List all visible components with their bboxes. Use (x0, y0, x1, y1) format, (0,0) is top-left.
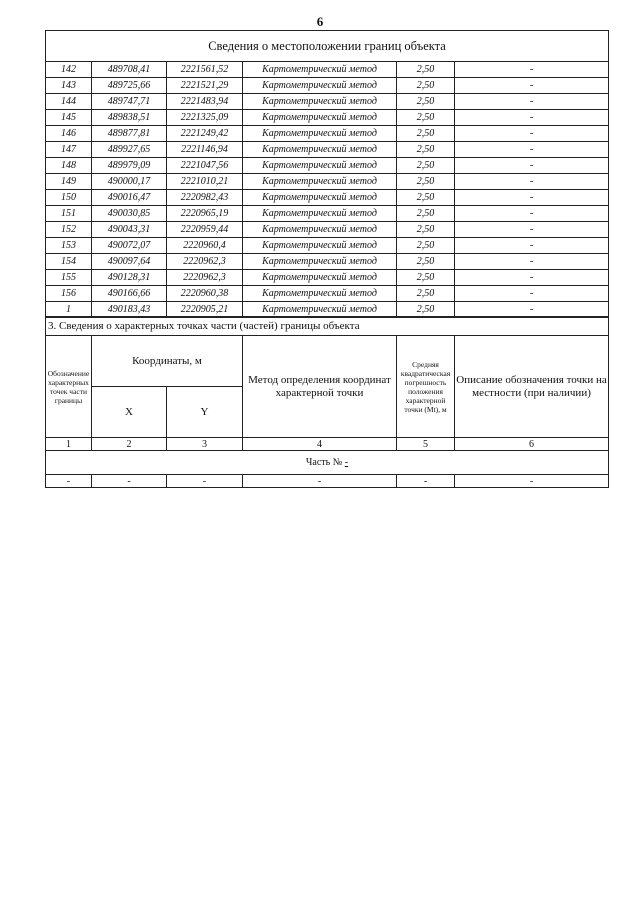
coord-y: 2220962,3 (167, 254, 243, 270)
mt-value: 2,50 (397, 302, 455, 318)
mt-value: 2,50 (397, 126, 455, 142)
table-row (46, 62, 609, 78)
point-number: 1 (46, 302, 92, 318)
section-title: Сведения о местоположении границ объекта (46, 31, 609, 62)
table-row (46, 142, 609, 158)
coord-x: 489927,65 (92, 142, 167, 158)
column-number: 1 (46, 438, 92, 451)
table-row (46, 222, 609, 238)
header-x: X (92, 387, 167, 438)
coord-y: 2221146,94 (167, 142, 243, 158)
method: Картометрический метод (243, 238, 397, 254)
empty-cell: - (46, 475, 92, 488)
table-row (46, 78, 609, 94)
coord-y: 2221249,42 (167, 126, 243, 142)
mt-value: 2,50 (397, 62, 455, 78)
coord-x: 490183,43 (92, 302, 167, 318)
mt-value: 2,50 (397, 286, 455, 302)
method: Картометрический метод (243, 206, 397, 222)
point-number: 151 (46, 206, 92, 222)
coord-y: 2221521,29 (167, 78, 243, 94)
table-row (46, 238, 609, 254)
mt-value: 2,50 (397, 206, 455, 222)
mt-value: 2,50 (397, 78, 455, 94)
description: - (455, 174, 609, 190)
mt-value: 2,50 (397, 254, 455, 270)
mt-value: 2,50 (397, 190, 455, 206)
coord-x: 489877,81 (92, 126, 167, 142)
coord-y: 2220959,44 (167, 222, 243, 238)
description: - (455, 126, 609, 142)
description: - (455, 238, 609, 254)
description: - (455, 206, 609, 222)
mt-value: 2,50 (397, 110, 455, 126)
method: Картометрический метод (243, 222, 397, 238)
coord-x: 490000,17 (92, 174, 167, 190)
coord-y: 2221561,52 (167, 62, 243, 78)
point-number: 143 (46, 78, 92, 94)
description: - (455, 254, 609, 270)
description: - (455, 190, 609, 206)
coord-y: 2220962,3 (167, 270, 243, 286)
empty-cell: - (243, 475, 397, 488)
part-row (46, 451, 609, 475)
mt-value: 2,50 (397, 94, 455, 110)
coord-x: 490166,66 (92, 286, 167, 302)
table-row (46, 286, 609, 302)
column-number: 3 (167, 438, 243, 451)
method: Картометрический метод (243, 62, 397, 78)
method: Картометрический метод (243, 286, 397, 302)
description: - (455, 270, 609, 286)
coord-x: 490072,07 (92, 238, 167, 254)
method: Картометрический метод (243, 254, 397, 270)
table-row (46, 94, 609, 110)
coord-x: 489747,71 (92, 94, 167, 110)
description: - (455, 286, 609, 302)
description: - (455, 62, 609, 78)
section-title-row (46, 31, 609, 62)
point-number: 155 (46, 270, 92, 286)
method: Картометрический метод (243, 126, 397, 142)
header-row-1 (46, 336, 609, 387)
description: - (455, 158, 609, 174)
empty-cell: - (92, 475, 167, 488)
part-label-cell (46, 451, 609, 475)
header-mt: Средняя квадратическая погрешность положения характерной точки (Mt), м (397, 336, 455, 438)
method: Картометрический метод (243, 94, 397, 110)
empty-cell: - (167, 475, 243, 488)
description: - (455, 110, 609, 126)
table-row (46, 206, 609, 222)
page-number: 6 (316, 14, 324, 29)
empty-cell: - (397, 475, 455, 488)
part-label: Часть № (305, 457, 343, 468)
method: Картометрический метод (243, 158, 397, 174)
point-number: 156 (46, 286, 92, 302)
mt-value: 2,50 (397, 222, 455, 238)
description: - (455, 222, 609, 238)
coord-x: 490128,31 (92, 270, 167, 286)
table-row (46, 174, 609, 190)
table-row (46, 270, 609, 286)
point-number: 150 (46, 190, 92, 206)
coord-y: 2220982,43 (167, 190, 243, 206)
coord-y: 2220905,21 (167, 302, 243, 318)
coord-y: 2221325,09 (167, 110, 243, 126)
coord-y: 2221483,94 (167, 94, 243, 110)
mt-value: 2,50 (397, 174, 455, 190)
description: - (455, 302, 609, 318)
method: Картометрический метод (243, 174, 397, 190)
method: Картометрический метод (243, 302, 397, 318)
point-number: 145 (46, 110, 92, 126)
method: Картометрический метод (243, 142, 397, 158)
point-number: 144 (46, 94, 92, 110)
point-number: 154 (46, 254, 92, 270)
table-row (46, 190, 609, 206)
coord-x: 489708,41 (92, 62, 167, 78)
mt-value: 2,50 (397, 270, 455, 286)
point-number: 149 (46, 174, 92, 190)
mt-value: 2,50 (397, 142, 455, 158)
table-row (46, 126, 609, 142)
empty-part-row (46, 475, 609, 488)
coord-y: 2220965,19 (167, 206, 243, 222)
header-y: Y (167, 387, 243, 438)
table-row (46, 110, 609, 126)
header-description: Описание обозначения точки на местности (при наличии) (455, 336, 609, 438)
coord-y: 2220960,38 (167, 286, 243, 302)
header-coordinates: Координаты, м (92, 336, 243, 387)
method: Картометрический метод (243, 190, 397, 206)
table-row (46, 254, 609, 270)
mt-value: 2,50 (397, 158, 455, 174)
point-number: 142 (46, 62, 92, 78)
empty-cell: - (455, 475, 609, 488)
method: Картометрический метод (243, 270, 397, 286)
method: Картометрический метод (243, 110, 397, 126)
description: - (455, 142, 609, 158)
coord-x: 489979,09 (92, 158, 167, 174)
coord-x: 490097,64 (92, 254, 167, 270)
point-number: 153 (46, 238, 92, 254)
coord-x: 490030,85 (92, 206, 167, 222)
header-method: Метод определения координат характерной точки (243, 336, 397, 438)
column-number: 5 (397, 438, 455, 451)
coord-y: 2221010,21 (167, 174, 243, 190)
table-row (46, 158, 609, 174)
part-value: - (344, 457, 349, 468)
column-number-row (46, 438, 609, 451)
point-number: 146 (46, 126, 92, 142)
header-designation: Обозначение характерных точек части границы (46, 336, 92, 438)
description: - (455, 78, 609, 94)
coord-y: 2220960,4 (167, 238, 243, 254)
point-number: 152 (46, 222, 92, 238)
column-number: 4 (243, 438, 397, 451)
point-number: 147 (46, 142, 92, 158)
boundary-points-table (45, 30, 609, 318)
section3-title-row (46, 317, 609, 336)
coord-y: 2221047,56 (167, 158, 243, 174)
part-points-table (45, 316, 609, 488)
mt-value: 2,50 (397, 238, 455, 254)
coord-x: 489725,66 (92, 78, 167, 94)
coord-x: 490043,31 (92, 222, 167, 238)
point-number: 148 (46, 158, 92, 174)
column-number: 6 (455, 438, 609, 451)
description: - (455, 94, 609, 110)
method: Картометрический метод (243, 78, 397, 94)
section3-title: 3. Сведения о характерных точках части (частей) границы объекта (46, 317, 609, 336)
column-number: 2 (92, 438, 167, 451)
coord-x: 490016,47 (92, 190, 167, 206)
coord-x: 489838,51 (92, 110, 167, 126)
